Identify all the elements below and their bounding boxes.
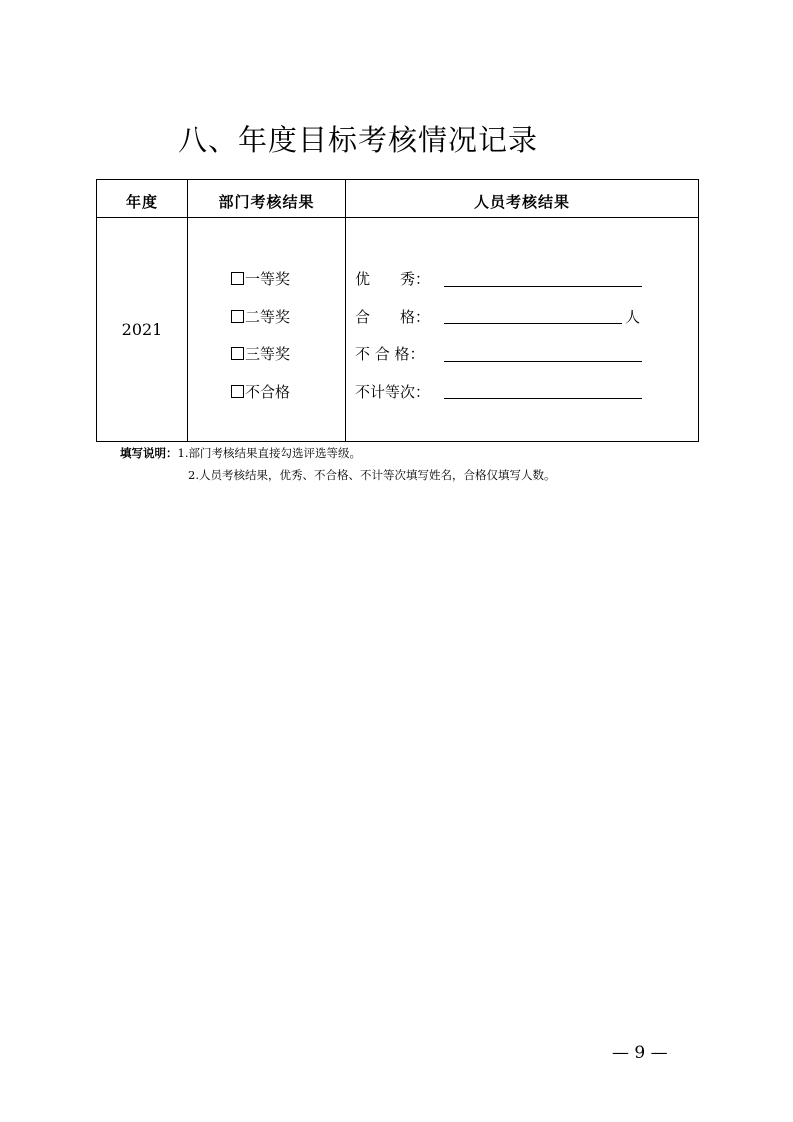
column-divider xyxy=(187,180,188,441)
dept-option-fail[interactable] xyxy=(231,381,290,399)
year-value: 2021 xyxy=(121,320,163,339)
note-label: 填写说明： xyxy=(120,446,178,460)
person-label-fail: 不 合 格： xyxy=(355,345,425,363)
note-text-1: 1.部门考核结果直接勾选评选等级。 xyxy=(177,446,361,460)
option-label: 二等奖 xyxy=(245,308,291,326)
pass-count-field[interactable] xyxy=(444,323,622,324)
excellent-names-field[interactable] xyxy=(444,286,642,287)
person-label-pass: 合 格： xyxy=(355,308,431,326)
page-title: 八、年度目标考核情况记录 xyxy=(178,123,539,157)
dept-option-first[interactable] xyxy=(231,268,290,286)
person-label-unrated: 不计等次： xyxy=(355,383,431,401)
person-unit: 人 xyxy=(625,308,641,326)
person-label-excellent: 优 秀： xyxy=(355,270,431,288)
column-divider xyxy=(345,180,346,441)
checkbox-icon[interactable] xyxy=(231,347,244,360)
option-label: 不合格 xyxy=(245,383,291,401)
dept-option-second[interactable] xyxy=(231,306,290,324)
option-label: 三等奖 xyxy=(245,345,291,363)
checkbox-icon[interactable] xyxy=(231,272,244,285)
fail-names-field[interactable] xyxy=(444,361,642,362)
header-year: 年度 xyxy=(125,193,158,211)
checkbox-icon[interactable] xyxy=(231,385,244,398)
header-person-result: 人员考核结果 xyxy=(473,193,570,211)
header-dept-result: 部门考核结果 xyxy=(218,193,315,211)
dept-option-third[interactable] xyxy=(231,343,290,361)
assessment-table xyxy=(96,179,699,442)
checkbox-icon[interactable] xyxy=(231,310,244,323)
option-label: 一等奖 xyxy=(245,270,291,288)
note-line-1 xyxy=(120,445,361,461)
note-text-2: 2.人员考核结果，优秀、不合格、不计等次填写姓名，合格仅填写人数。 xyxy=(188,468,556,482)
page-number: — 9 — xyxy=(612,1043,668,1063)
unrated-names-field[interactable] xyxy=(444,398,642,399)
